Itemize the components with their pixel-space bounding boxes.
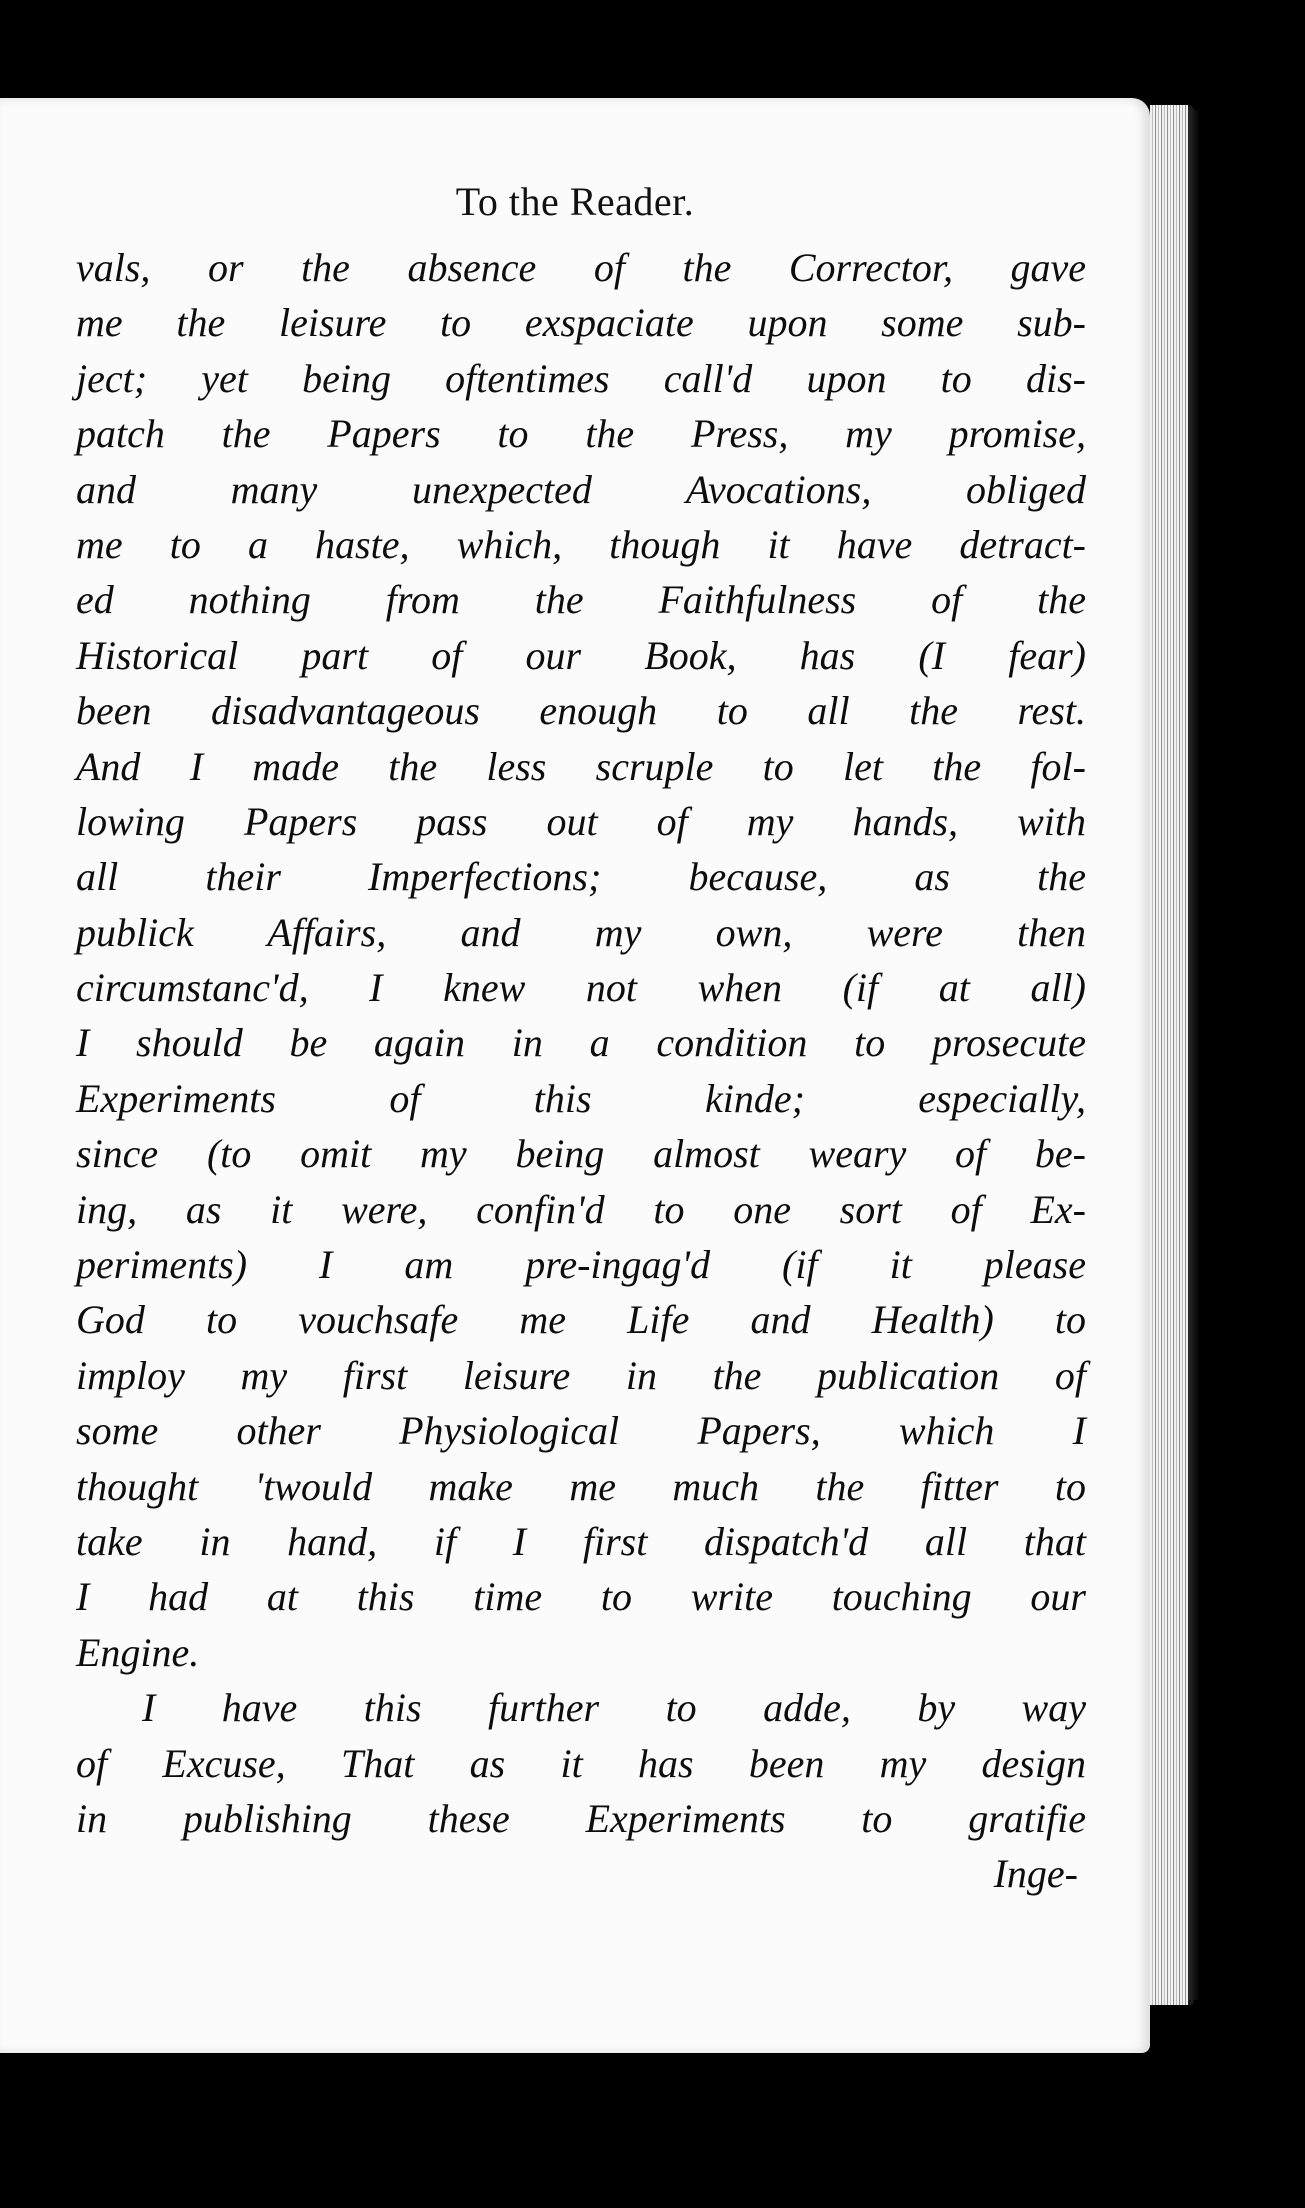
text-line: And I made the less scruple to let the fol-	[76, 743, 1086, 789]
text-line: ject; yet being oftentimes call'd upon to dis-	[76, 355, 1086, 401]
text-line: me to a haste, which, though it have detract-	[76, 521, 1086, 567]
text-line: imploy my first leisure in the publication of	[76, 1352, 1086, 1398]
body-text	[76, 240, 1086, 1902]
text-line: take in hand, if I first dispatch'd all that	[76, 1518, 1086, 1564]
text-line: I have this further to adde, by way	[142, 1685, 1086, 1731]
text-line: Experiments of this kinde; especially,	[76, 1075, 1086, 1121]
text-line: lowing Papers pass out of my hands, with	[76, 798, 1086, 844]
text-line: periments) I am pre-ingag'd (if it please	[76, 1242, 1086, 1288]
text-line: in publishing these Experiments to gratifie	[76, 1795, 1086, 1841]
text-line: ing, as it were, confin'd to one sort of Ex-	[76, 1186, 1086, 1232]
text-line: patch the Papers to the Press, my promise,	[76, 411, 1086, 457]
text-line: I should be again in a condition to prosecute	[76, 1020, 1086, 1066]
text-line: me the leisure to exspaciate upon some sub-	[76, 300, 1086, 346]
text-line: since (to omit my being almost weary of be-	[76, 1131, 1086, 1177]
text-line: some other Physiological Papers, which I	[76, 1408, 1086, 1454]
binding-shadow	[1188, 110, 1200, 2000]
text-line: Engine.	[76, 1629, 200, 1675]
catchword: Inge-	[993, 1851, 1078, 1897]
text-line: circumstanc'd, I knew not when (if at all)	[76, 965, 1086, 1011]
text-line: of Excuse, That as it has been my design	[76, 1740, 1086, 1786]
text-line: thought 'twould make me much the fitter to	[76, 1463, 1086, 1509]
running-head: To the Reader.	[455, 179, 695, 224]
text-line: vals, or the absence of the Corrector, gave	[76, 245, 1086, 290]
text-line: publick Affairs, and my own, were then	[76, 909, 1086, 955]
text-line: I had at this time to write touching our	[76, 1574, 1086, 1620]
text-line: God to vouchsafe me Life and Health) to	[76, 1297, 1086, 1343]
text-line: all their Imperfections; because, as the	[76, 854, 1086, 900]
text-line: and many unexpected Avocations, obliged	[76, 466, 1086, 512]
text-line: been disadvantageous enough to all the rest.	[76, 688, 1086, 734]
text-line: ed nothing from the Faithfulness of the	[76, 577, 1086, 623]
text-line: Historical part of our Book, has (I fear)	[76, 632, 1086, 678]
